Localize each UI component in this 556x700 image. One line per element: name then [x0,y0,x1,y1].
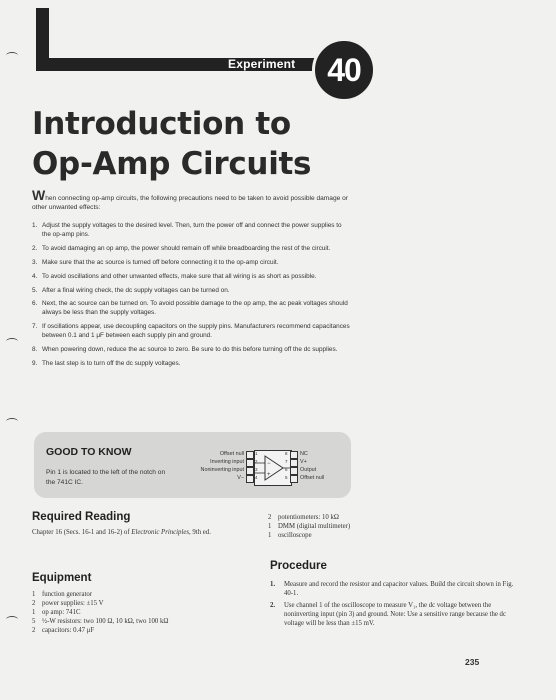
list-item [268,531,508,540]
procedure-text: Use channel 1 of the oscilloscope to measure V₁, the dc voltage between the noninverting input (pin 3) and ground. Note: Use a sensitive range because the dc voltage will be less than ±15 mV. [284,602,506,627]
page-title [32,104,311,184]
title-line-1: Introduction to [32,106,291,142]
list-item [32,222,352,240]
good-to-know-box [34,432,351,498]
step-number: 5. [32,286,38,294]
pin-number: 2 [255,459,258,464]
pin-box [246,459,254,467]
page-number: 235 [465,657,480,667]
list-item [32,259,352,268]
list-item [32,287,352,296]
list-item [32,590,262,599]
pin-label-right: Offset null [300,475,325,481]
item-qty: 5 [32,618,36,625]
pin-number: 8 [285,451,288,456]
step-number: 1. [32,222,38,229]
item-text: DMM (digital multimeter) [278,523,351,530]
materials-list-continued [268,513,508,540]
intro-paragraph [32,187,352,212]
step-text: Next, the ac source can be turned on. To avoid possible damage to the op amp, the ac peak voltages should always be less than the supply voltages. [42,300,348,317]
procedure-heading: Procedure [270,560,327,572]
pin-box [290,459,298,467]
pin-number: 3 [255,467,258,472]
pin-label-left: Noninverting input [200,467,244,473]
margin-mark-icon [6,52,18,59]
list-item [268,513,508,522]
item-text: ½-W resistors: two 100 Ω, 10 kΩ, two 100 kΩ [42,618,169,625]
step-text: To avoid damaging an op amp, the power should remain off while breadboarding the rest of the circuit. [42,244,331,252]
pin-number: 1 [255,451,258,456]
title-line-2: Op-Amp Circuits [32,146,312,182]
list-item [32,245,352,254]
pin-box [246,475,254,483]
item-qty: 1 [268,532,272,539]
reading-edition: 9th ed. [190,529,211,536]
experiment-number-badge [312,38,376,102]
margin-mark-icon [6,418,18,425]
step-text: When powering down, reduce the ac source to zero. Be sure to do this before turning off the dc supplies. [42,346,338,354]
pin-box [246,451,254,459]
pin-box [246,467,254,475]
required-reading-heading: Required Reading [32,511,131,523]
list-item [32,360,352,369]
pin-number: 5 [285,475,288,480]
precaution-steps [32,222,352,374]
intro-text: hen connecting op-amp circuits, the following precautions need to be taken to avoid possible damage or other unwanted effects: [32,195,348,212]
step-number: 4. [32,272,38,280]
pin-label-right: Output [300,467,317,473]
procedure-list [270,580,520,631]
experiment-label: Experiment [228,57,296,71]
item-text: potentiometers: 10 kΩ [278,514,339,521]
margin-mark-icon [6,616,18,623]
pin-label-left: V− [237,475,244,481]
reading-text: Chapter 16 (Secs. 16-1 and 16-2) of [32,529,132,536]
pin-box [290,475,298,483]
list-item [270,580,520,598]
equipment-heading: Equipment [32,572,92,584]
list-item [270,601,520,628]
item-qty: 1 [268,523,272,530]
pin-number: 4 [255,475,258,480]
pin-number: 6 [285,467,288,472]
step-text: Make sure that the ac source is turned off before connecting it to the op-amp circuit. [42,258,279,266]
item-qty: 2 [268,514,272,521]
item-text: capacitors: 0.47 μF [42,627,95,634]
experiment-number: 40 [327,51,361,88]
pin-box [290,467,298,475]
step-text: If oscillations appear, use decoupling capacitors on the supply pins. Manufacturers recommend capacitances between 0.1 and 1 μF between each supply pin and ground. [42,323,350,340]
item-qty: 1 [32,591,36,598]
item-qty: 2 [32,600,36,607]
step-number: 7. [32,323,38,331]
pin-box [290,451,298,459]
svg-text:−: − [267,461,271,467]
item-text: oscilloscope [278,532,312,539]
good-to-know-text: Pin 1 is located to the left of the notch on the 741C IC. [46,469,166,486]
step-number: 9. [32,359,38,367]
pin-label-left: Inverting input [210,459,244,465]
intro-dropcap: W [32,187,46,203]
item-text: function generator [42,591,93,598]
equipment-list [32,590,262,635]
list-item [268,522,508,531]
list-item [32,599,262,608]
list-item [32,617,262,626]
step-text: To avoid oscillations and other unwanted effects, make sure that all wiring is as short as possible. [42,272,317,280]
list-item [32,300,352,318]
item-text: power supplies: ±15 V [42,600,104,607]
step-text: The last step is to turn off the dc supply voltages. [42,359,181,367]
item-qty: 2 [32,627,36,634]
list-item [32,323,352,341]
pin-label-left: Offset null [219,451,244,457]
margin-mark-icon [6,338,18,345]
step-text: Adjust the supply voltages to the desired level. Then, turn the power off and connect the power supplies to the op-amp pins. [42,222,342,238]
good-to-know-title: GOOD TO KNOW [46,446,132,458]
list-item [32,273,352,282]
list-item [32,608,262,617]
required-reading-text [32,528,252,537]
pin-number: 7 [285,459,288,464]
item-text: op amp: 741C [42,609,81,616]
step-number: 3. [32,258,38,266]
step-number: 2. [32,244,38,252]
procedure-number: 1. [270,581,276,588]
procedure-number: 2. [270,602,276,609]
pin-label-right: V+ [300,459,307,465]
item-qty: 1 [32,609,36,616]
step-number: 6. [32,300,38,308]
step-text: After a final wiring check, the dc supply voltages can be turned on. [42,286,230,294]
svg-text:+: + [267,472,271,478]
step-number: 8. [32,346,38,354]
reading-book-title: Electronic Principles, [131,529,191,536]
list-item [32,626,262,635]
list-item [32,346,352,355]
procedure-text: Measure and record the resistor and capacitor values. Build the circuit shown in Fig. 40-1. [284,581,514,597]
pin-label-right: NC [300,451,308,457]
